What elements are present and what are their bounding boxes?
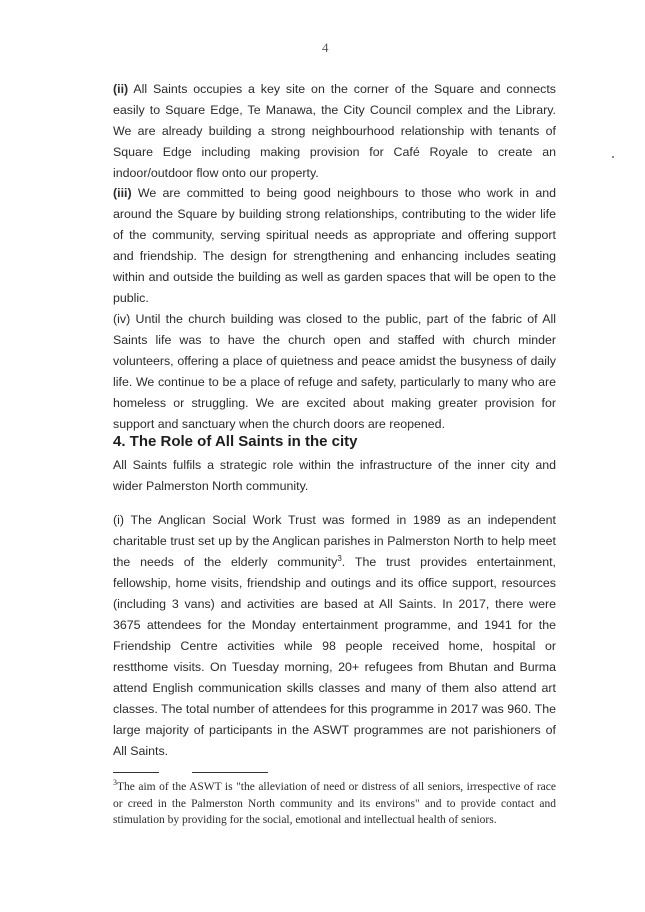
paragraph-text: All Saints occupies a key site on the corner of the Square and connects easily to Square Edge, Te Manawa, the City Council complex and the Library. We are already building a strong neighbourhood relationship with tenants of Square Edge including making provision for Café Royale to create an indoor/outdoor flow onto our property. [113, 82, 556, 180]
footnote-text: The aim of the ASWT is "the alleviation of need or distress of all seniors, irrespective of race or creed in the Palmerston North community and its environs" and to provide contact and stimulation by providing for the social, emotional and intellectual health of seniors. [113, 781, 556, 826]
paragraph-numeral: (iv) [113, 312, 131, 326]
margin-dot [612, 156, 614, 158]
paragraph-text: Until the church building was closed to the public, part of the fabric of All Saints life was to have the church open and staffed with church minder volunteers, offering a place of quietness and peace amidst the busyness of daily life. We continue to be a place of refuge and safety, particularly to many who are homeless or struggling. We are excited about making greater provision for support and sanctuary when the church doors are reopened. [113, 312, 556, 431]
page-number: 4 [322, 40, 329, 55]
section-intro-text: All Saints fulfils a strategic role within the infrastructure of the inner city and wider Palmerston North community. [113, 458, 556, 493]
paragraph-text: We are committed to being good neighbours to those who work in and around the Square by building strong relationships, contributing to the wider life of the community, serving spiritual needs as appropriate and offering support and friendship. The design for strengthening and enhancing includes seating within and outside the building as well as garden spaces that will be open to the public. [113, 186, 556, 305]
paragraph-numeral: (ii) [113, 82, 129, 96]
footnote [113, 779, 556, 829]
paragraph-iii [113, 183, 556, 309]
footnote-separator [192, 772, 268, 773]
paragraph-ii [113, 79, 556, 184]
section-heading: 4. The Role of All Saints in the city [113, 433, 358, 450]
footnote-separator [113, 772, 159, 773]
section-intro [113, 455, 556, 497]
paragraph-iv [113, 309, 556, 435]
paragraph-text-continued: . The trust provides entertainment, fellowship, home visits, friendship and outings and its office support, resources (including 3 vans) and activities are based at All Saints. In 2017, there were 3675 attendees for the Monday entertainment programme, and 1941 for the Friendship Centre activities while 98 people received home, hospital or restthome visits. On Tuesday morning, 20+ refugees from Bhutan and Burma attend English communication skills classes and many of them also attend art classes. The total number of attendees for this programme in 2017 was 960. The large majority of participants in the ASWT programmes are not parishioners of All Saints. [113, 555, 556, 758]
footnote-reference[interactable]: 3 [337, 553, 342, 563]
paragraph-numeral: (i) [113, 513, 125, 527]
footnote-number: 3 [113, 778, 117, 788]
paragraph-text: The Anglican Social Work Trust was formed in 1989 as an independent charitable trust set up by the Anglican parishes in Palmerston North to help meet the needs of the elderly community [113, 513, 556, 569]
paragraph-i [113, 510, 556, 762]
paragraph-numeral: (iii) [113, 186, 132, 200]
